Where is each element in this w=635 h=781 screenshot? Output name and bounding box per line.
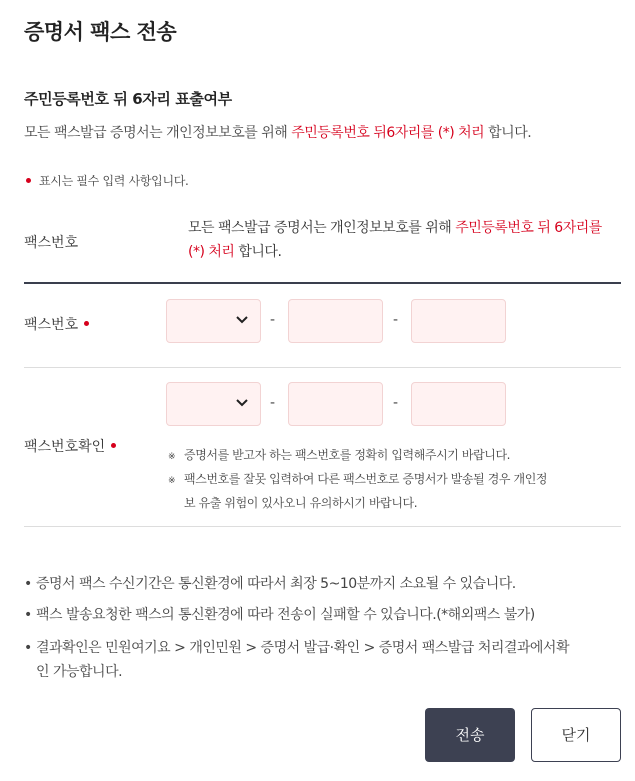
info-text-prefix: 모든 팩스발급 증명서는 개인정보보호를 위해 <box>188 220 456 236</box>
bullet-icon: • <box>24 640 32 656</box>
dialog-title: 증명서 팩스 전송 <box>24 20 177 44</box>
fax-last-input[interactable] <box>411 299 506 343</box>
bullet-item <box>24 636 569 684</box>
chevron-down-icon <box>236 312 248 328</box>
fax-area-code-select[interactable] <box>166 299 261 343</box>
section-description <box>24 122 531 142</box>
row-divider <box>24 367 621 368</box>
fax-confirm-area-code-select[interactable] <box>166 382 261 426</box>
required-dot-icon <box>26 178 31 183</box>
desc-prefix: 모든 팩스발급 증명서는 개인정보보호를 위해 <box>24 125 292 141</box>
table-top-border <box>24 282 621 284</box>
fax-number-label-text: 팩스번호 <box>24 317 79 333</box>
required-note-text: 표시는 필수 입력 사항입니다. <box>39 174 189 188</box>
bullet-text-line2: 인 가능합니다. <box>36 664 123 680</box>
bullet-item <box>24 603 535 627</box>
bullet-item <box>24 572 516 596</box>
info-row-label: 팩스번호 <box>24 235 79 251</box>
fax-confirm-middle-input[interactable] <box>288 382 383 426</box>
desc-suffix: 합니다. <box>484 125 532 141</box>
fax-confirm-label-text: 팩스번호확인 <box>24 439 106 455</box>
separator-dash: - <box>393 312 399 328</box>
bullet-text-line1: 결과확인은 민원여기요 > 개인민원 > 증명서 발급·확인 > 증명서 팩스발급 처리결과에서확 <box>36 640 569 656</box>
fax-confirm-label <box>24 436 116 456</box>
confirm-note-2 <box>168 468 547 514</box>
confirm-note-2-line2: 보 유출 위험이 있사오니 유의하시기 바랍니다. <box>184 496 418 510</box>
confirm-note-1 <box>168 444 510 468</box>
send-button[interactable]: 전송 <box>425 708 515 762</box>
fax-confirm-last-input[interactable] <box>411 382 506 426</box>
table-bottom-border <box>24 526 621 527</box>
confirm-note-2-line1: 팩스번호를 잘못 입력하여 다른 팩스번호로 증명서가 발송될 경우 개인정 <box>184 472 548 486</box>
close-button[interactable]: 닫기 <box>531 708 621 762</box>
section-title: 주민등록번호 뒤 6자리 표출여부 <box>24 90 232 108</box>
info-row-text <box>188 216 608 264</box>
note-mark-icon: ※ <box>168 452 176 462</box>
required-note <box>24 172 189 189</box>
separator-dash: - <box>393 395 399 411</box>
info-text-highlight: 주민등록번호 뒤 6자리를 (*) 처리 <box>188 220 602 260</box>
required-dot-icon <box>111 443 116 448</box>
bullet-text: 증명서 팩스 수신기간은 통신환경에 따라서 최장 5~10분까지 소요될 수 있습니다. <box>36 576 516 592</box>
desc-highlight: 주민등록번호 뒤6자리를 (*) 처리 <box>291 125 485 141</box>
confirm-note-1-text: 증명서를 받고자 하는 팩스번호를 정확히 입력해주시기 바랍니다. <box>184 448 511 462</box>
bullet-text: 팩스 발송요청한 팩스의 통신환경에 따라 전송이 실패할 수 있습니다.(*해외팩스 불가) <box>36 607 535 623</box>
info-text-suffix: 합니다. <box>234 244 282 260</box>
required-dot-icon <box>84 321 89 326</box>
separator-dash: - <box>270 312 276 328</box>
bullet-icon: • <box>24 576 32 592</box>
chevron-down-icon <box>236 395 248 411</box>
separator-dash: - <box>270 395 276 411</box>
note-mark-icon: ※ <box>168 476 176 486</box>
bullet-icon: • <box>24 607 32 623</box>
fax-middle-input[interactable] <box>288 299 383 343</box>
fax-number-label <box>24 314 89 334</box>
